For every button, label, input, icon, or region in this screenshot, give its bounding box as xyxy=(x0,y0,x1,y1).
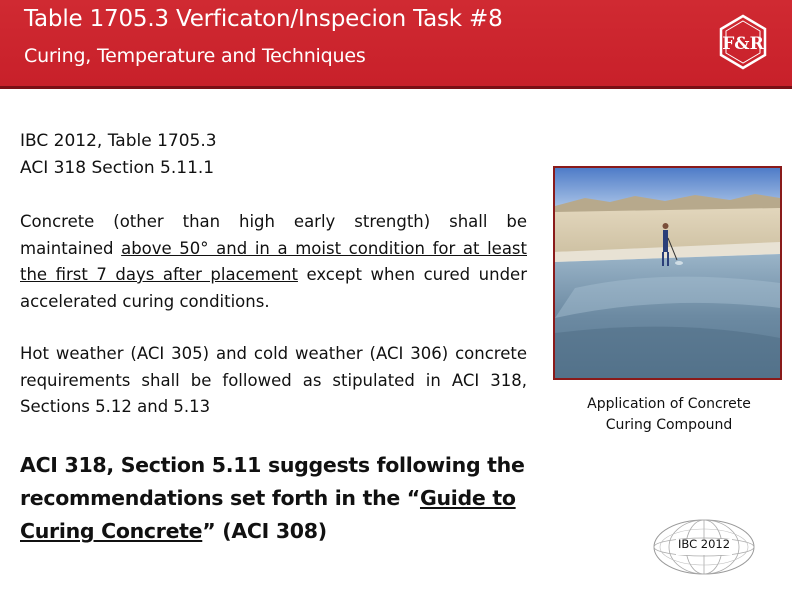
slide-subtitle: Curing, Temperature and Techniques xyxy=(24,45,366,67)
fr-logo-icon xyxy=(718,14,768,70)
ibc-badge-label: IBC 2012 xyxy=(677,537,731,551)
logo-text: F&R xyxy=(722,34,764,54)
para3-text-start: ACI 318, Section 5.11 suggests following the recommendations set forth in the “ xyxy=(20,453,525,510)
photo-image xyxy=(555,168,780,378)
para1-underlined-text: above 50° and in a moist condition for at least the first 7 days after placement xyxy=(20,238,527,284)
photo-caption: Application of Concrete Curing Compound xyxy=(587,396,751,433)
guide-link[interactable]: Guide to Curing Concrete xyxy=(20,486,516,543)
para3-text-end: ” (ACI 308) xyxy=(202,519,327,543)
references xyxy=(20,128,217,182)
guide-paragraph xyxy=(20,449,530,548)
curing-requirement-paragraph xyxy=(20,209,527,315)
para1-text-end: except when cured under accelerated curing conditions. xyxy=(20,265,527,311)
header-banner xyxy=(0,0,792,89)
reference-ibc: IBC 2012, Table 1705.3 xyxy=(20,131,217,151)
slide-title: Table 1705.3 Verficaton/Inspecion Task #8 xyxy=(24,6,503,32)
para1-text-start: Concrete (other than high early strength) shall be maintained xyxy=(20,212,527,258)
reference-aci: ACI 318 Section 5.11.1 xyxy=(20,158,215,178)
curing-compound-photo xyxy=(553,166,782,380)
weather-requirements-paragraph: Hot weather (ACI 305) and cold weather (ACI 306) concrete requirements shall be followed as stipulated in ACI 318, Sections 5.12 and 5.13 xyxy=(20,344,527,416)
